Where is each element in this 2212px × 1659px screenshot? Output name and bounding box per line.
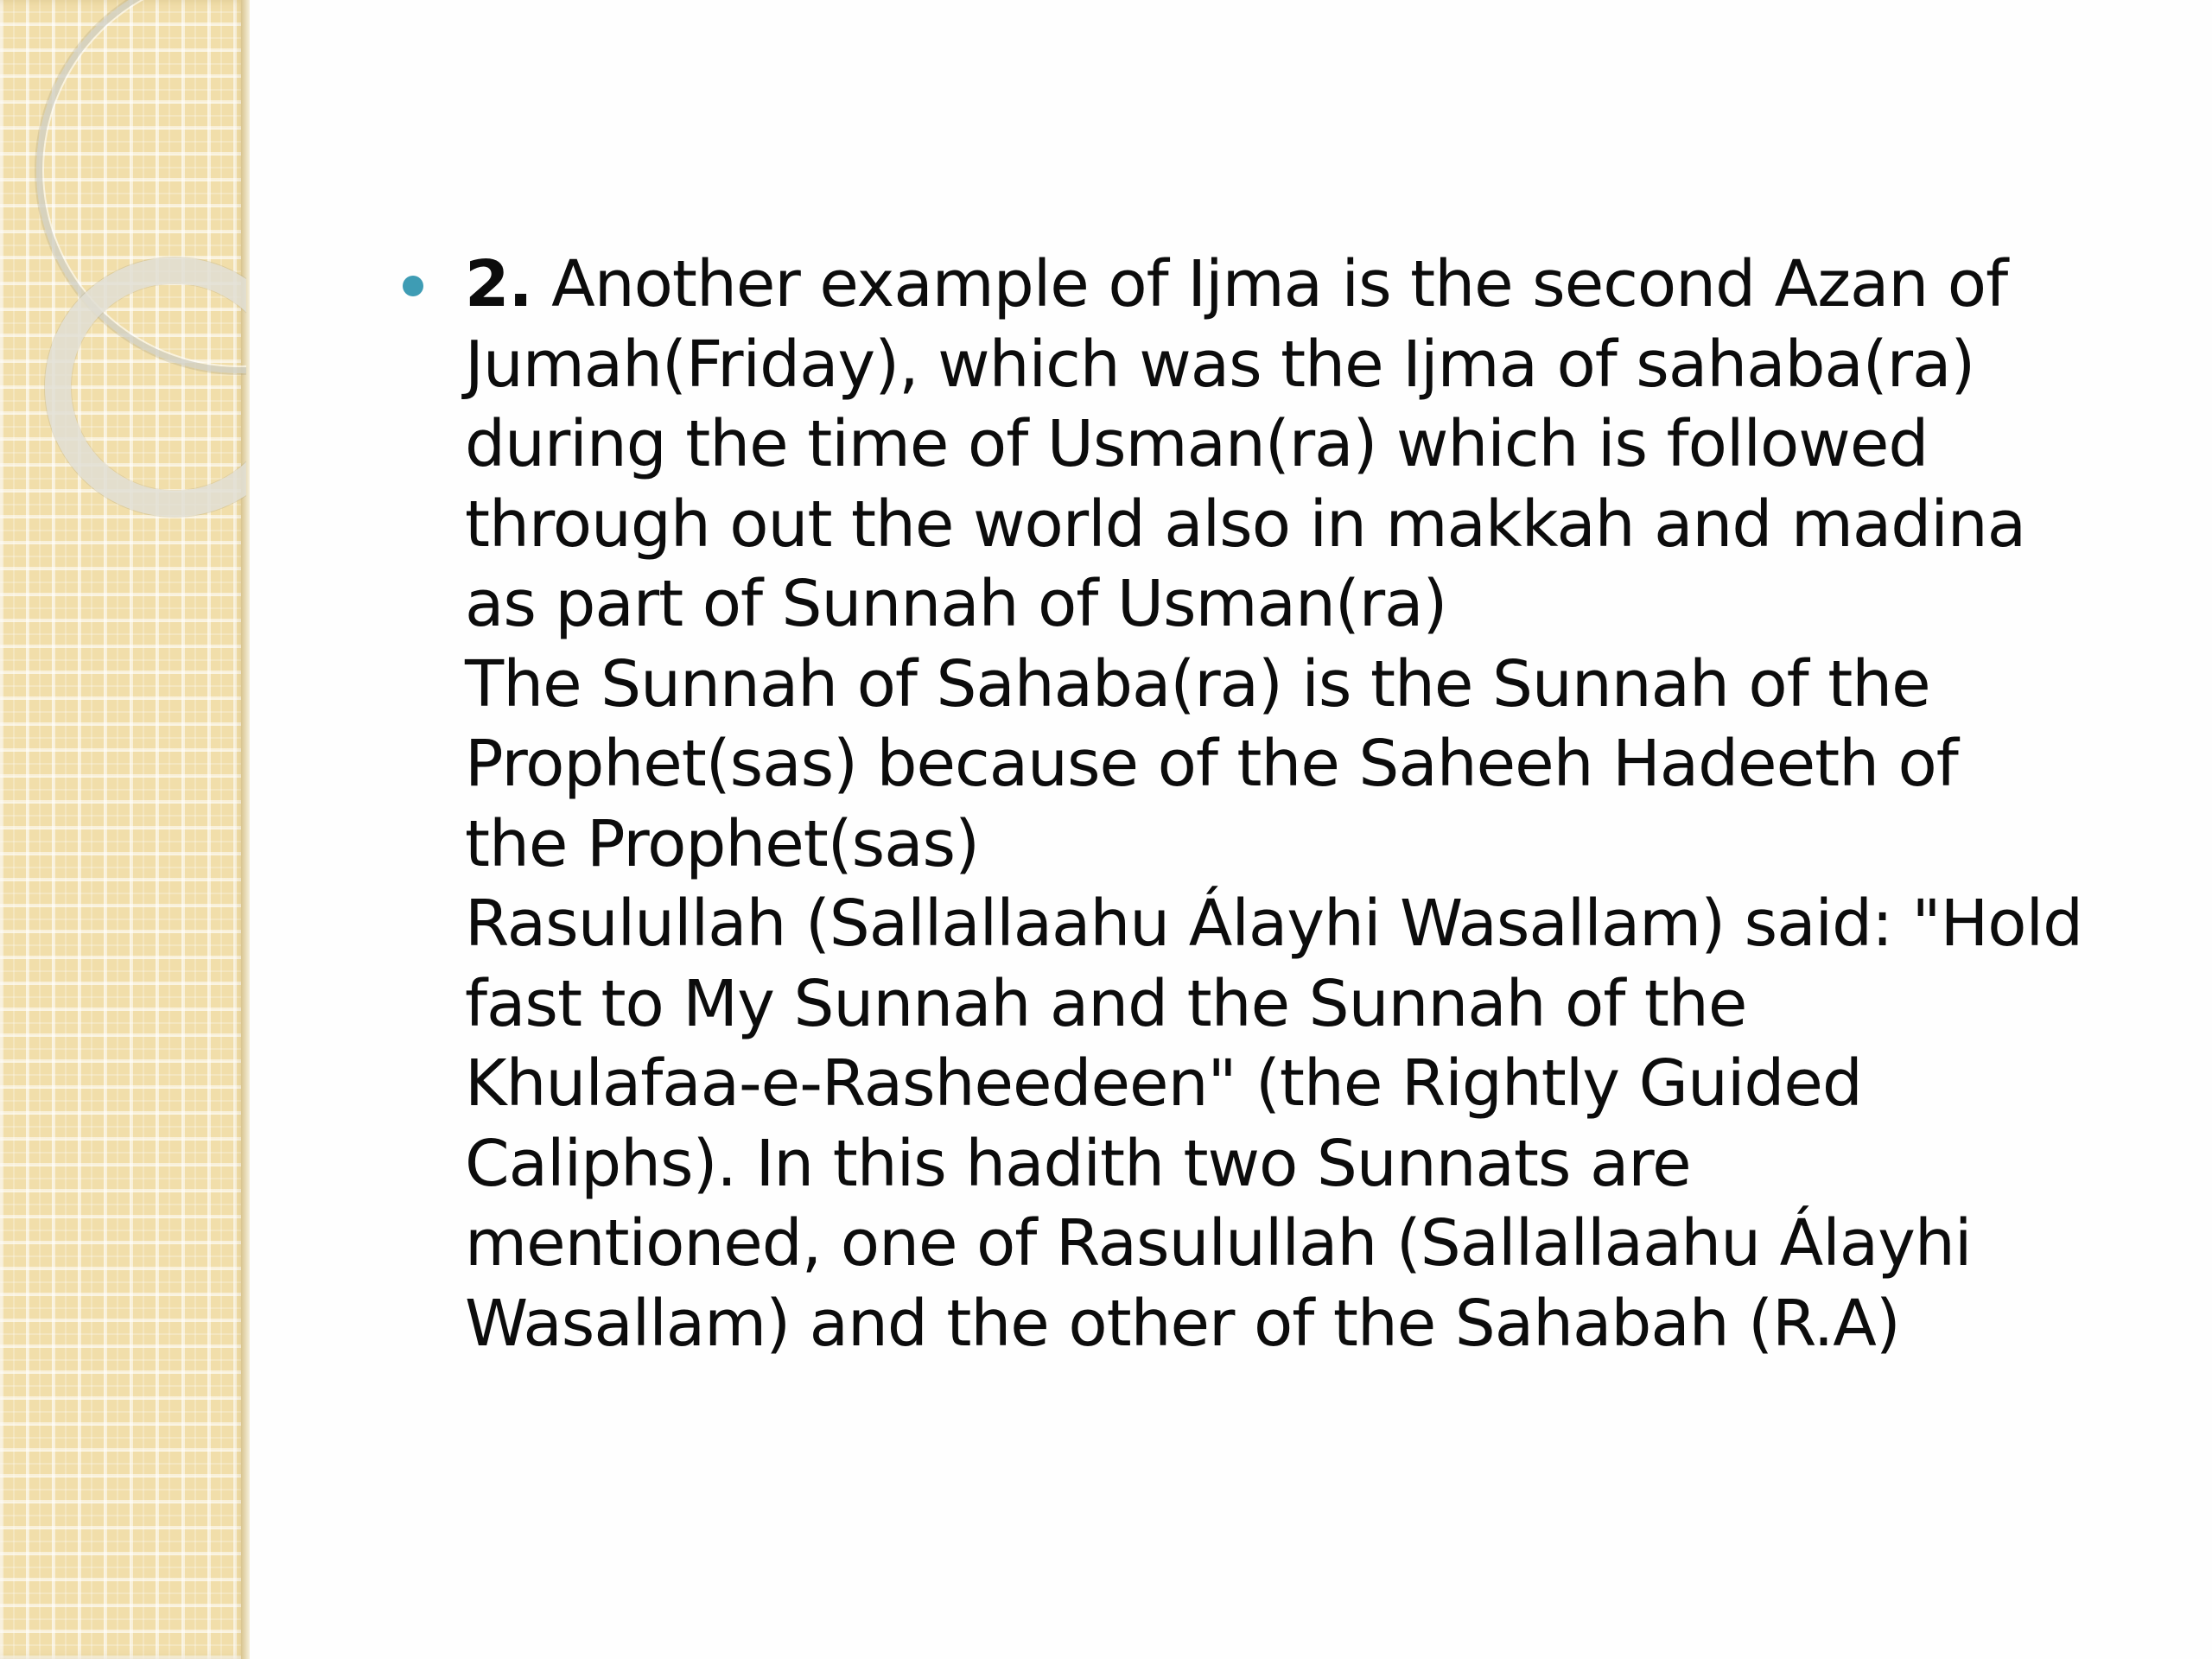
bullet-line-12: Caliphs). In this hadith two Sunnats are — [465, 1126, 1691, 1201]
bullet-line-14: Wasallam) and the other of the Sahabah (R.A) — [465, 1286, 1900, 1361]
slide-content — [389, 245, 2160, 1363]
bullet-line-8: the Prophet(sas) — [465, 806, 979, 881]
bullet-line-7: Prophet(sas) because of the Saheeh Hadeeth of — [465, 727, 1958, 801]
bullet-line-3: during the time of Usman(ra) which is followed — [465, 407, 1929, 481]
ring-decoration — [0, 0, 246, 1659]
bullet-line-6: The Sunnah of Sahaba(ra) is the Sunnah of the — [465, 646, 1930, 721]
bullet-line-2: Jumah(Friday), which was the Ijma of sahaba(ra) — [465, 327, 1975, 402]
bullet-line-5: as part of Sunnah of Usman(ra) — [465, 567, 1447, 641]
bullet-line-11: Khulafaa-e-Rasheedeen" (the Rightly Guided — [465, 1046, 1862, 1121]
bullet-dot-icon — [403, 276, 423, 296]
bullet-line-1 — [465, 245, 2160, 325]
bullet-line-10: fast to My Sunnah and the Sunnah of the — [465, 966, 1747, 1041]
bullet-text: Another example of Ijma is the second Azan of — [531, 247, 2008, 321]
bullet-line-9: Rasulullah (Sallallaahu Álayhi Wasallam) said: "Hold — [465, 887, 2083, 961]
small-ring-graphic — [45, 257, 246, 517]
bullet-item — [389, 245, 2160, 1363]
bullet-number: 2. — [465, 247, 532, 321]
bullet-line-13: mentioned, one of Rasulullah (Sallallaahu Álayhi — [465, 1206, 1972, 1281]
bullet-line-4: through out the world also in makkah and madina — [465, 486, 2026, 562]
